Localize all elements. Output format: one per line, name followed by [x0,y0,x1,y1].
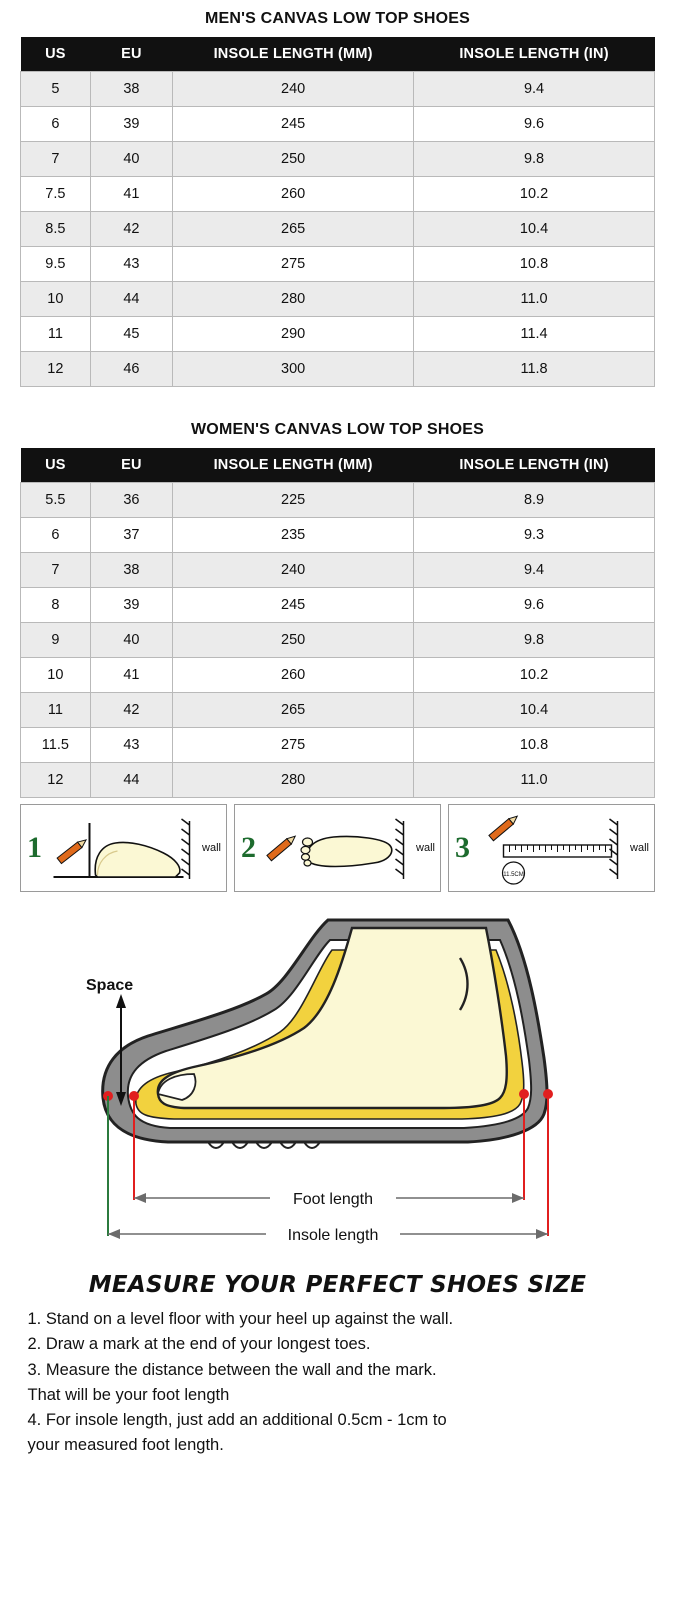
table-row [21,728,655,763]
step-3-illustration [448,804,655,892]
ruler-badge-text: 11.5CM [503,872,524,878]
instruction-line: 1. Stand on a level floor with your heel up against the wall. [27,1310,454,1328]
cell-us: 7 [21,142,91,177]
column-header-insole-in: INSOLE LENGTH (IN) [414,37,655,72]
cell-us: 8.5 [21,212,91,247]
cell-in: 9.8 [414,623,655,658]
cell-mm: 280 [173,763,414,798]
insole-length-label: Insole length [287,1227,378,1244]
step-number-1: 1 [27,831,42,864]
cell-eu: 40 [90,623,172,658]
cell-eu: 44 [90,282,172,317]
column-header-eu: EU [90,448,172,483]
cell-mm: 240 [173,72,414,107]
cell-us: 5.5 [21,483,91,518]
step-number-3: 3 [455,831,470,864]
cell-eu: 37 [90,518,172,553]
cell-us: 7.5 [21,177,91,212]
cell-mm: 275 [173,728,414,763]
cell-us: 12 [21,352,91,387]
section-spacer [0,387,675,411]
cell-us: 5 [21,72,91,107]
cell-in: 9.8 [414,142,655,177]
cell-us: 9 [21,623,91,658]
cell-in: 10.4 [414,693,655,728]
cell-in: 11.0 [414,763,655,798]
cell-eu: 43 [90,247,172,282]
cell-in: 9.4 [414,72,655,107]
cell-in: 11.8 [414,352,655,387]
column-header-us: US [21,37,91,72]
instruction-line: 3. Measure the distance between the wall and the mark. [27,1360,437,1379]
cell-mm: 250 [173,623,414,658]
foot-insole-figure [8,898,668,1268]
column-header-us: US [21,448,91,483]
cell-mm: 280 [173,282,414,317]
table-row [21,107,655,142]
mens-size-table [20,37,655,387]
cell-in: 10.8 [414,728,655,763]
cell-in: 10.2 [414,177,655,212]
table-row [21,247,655,282]
cell-us: 11 [21,317,91,352]
column-header-eu: EU [90,37,172,72]
column-header-insole-in: INSOLE LENGTH (IN) [414,448,655,483]
cell-in: 9.6 [414,107,655,142]
cell-mm: 260 [173,658,414,693]
table-row [21,212,655,247]
instruction-line: 2. Draw a mark at the end of your longest toes. [27,1335,371,1354]
step-2-figure [235,805,440,892]
cell-eu: 42 [90,212,172,247]
column-header-insole-mm: INSOLE LENGTH (MM) [173,37,414,72]
step-number-2: 2 [241,831,256,864]
cell-mm: 265 [173,693,414,728]
cell-eu: 36 [90,483,172,518]
cell-eu: 40 [90,142,172,177]
cell-us: 9.5 [21,247,91,282]
table-row [21,282,655,317]
cell-eu: 38 [90,72,172,107]
table-header-row [21,448,655,483]
cell-mm: 245 [173,107,414,142]
space-label: Space [85,977,133,994]
step-3-figure [449,805,654,892]
cell-eu: 43 [90,728,172,763]
step-2-wall-label: wall [416,842,435,854]
column-header-insole-mm: INSOLE LENGTH (MM) [173,448,414,483]
cell-mm: 245 [173,588,414,623]
step-2-illustration [234,804,441,892]
table-row [21,72,655,107]
cell-in: 10.4 [414,212,655,247]
cell-mm: 265 [173,212,414,247]
cell-us: 12 [21,763,91,798]
table-row [21,763,655,798]
cell-us: 8 [21,588,91,623]
cell-us: 7 [21,553,91,588]
measure-heading: MEASURE YOUR PERFECT SHOES SIZE [88,1272,587,1298]
foot-length-label: Foot length [292,1191,373,1208]
table-row [21,623,655,658]
cell-eu: 39 [90,107,172,142]
cell-mm: 300 [173,352,414,387]
cell-us: 11 [21,693,91,728]
cell-mm: 290 [173,317,414,352]
cell-us: 10 [21,658,91,693]
step-1-wall-label: wall [202,842,221,854]
foot-insole-diagram [0,898,675,1268]
cell-in: 11.0 [414,282,655,317]
womens-table-title: WOMEN'S CANVAS LOW TOP SHOES [191,421,484,438]
mens-table-title: MEN'S CANVAS LOW TOP SHOES [204,10,471,27]
instruction-line: That will be your foot length [27,1385,230,1404]
cell-in: 10.2 [414,658,655,693]
table-row [21,142,655,177]
cell-in: 9.6 [414,588,655,623]
cell-eu: 44 [90,763,172,798]
step-3-wall-label: wall [630,842,649,854]
table-row [21,553,655,588]
cell-in: 9.3 [414,518,655,553]
table-row [21,317,655,352]
table-row [21,483,655,518]
step-1-illustration [20,804,227,892]
instruction-line: 4. For insole length, just add an additional 0.5cm - 1cm to [27,1411,447,1430]
cell-mm: 275 [173,247,414,282]
cell-mm: 240 [173,553,414,588]
cell-mm: 260 [173,177,414,212]
cell-us: 6 [21,107,91,142]
table-row [21,588,655,623]
cell-mm: 250 [173,142,414,177]
cell-in: 11.4 [414,317,655,352]
cell-mm: 235 [173,518,414,553]
cell-mm: 225 [173,483,414,518]
cell-in: 8.9 [414,483,655,518]
table-row [21,177,655,212]
cell-eu: 41 [90,177,172,212]
cell-eu: 38 [90,553,172,588]
cell-us: 11.5 [21,728,91,763]
cell-us: 10 [21,282,91,317]
cell-eu: 42 [90,693,172,728]
instructions-list [28,1308,648,1478]
cell-eu: 39 [90,588,172,623]
cell-eu: 46 [90,352,172,387]
measurement-steps [20,804,655,892]
cell-eu: 41 [90,658,172,693]
instruction-line: your measured foot length. [27,1436,224,1455]
table-row [21,693,655,728]
womens-size-table [20,448,655,798]
cell-us: 6 [21,518,91,553]
cell-eu: 45 [90,317,172,352]
cell-in: 9.4 [414,553,655,588]
table-header-row [21,37,655,72]
step-1-figure [21,805,226,892]
table-row [21,658,655,693]
cell-in: 10.8 [414,247,655,282]
table-row [21,352,655,387]
table-row [21,518,655,553]
